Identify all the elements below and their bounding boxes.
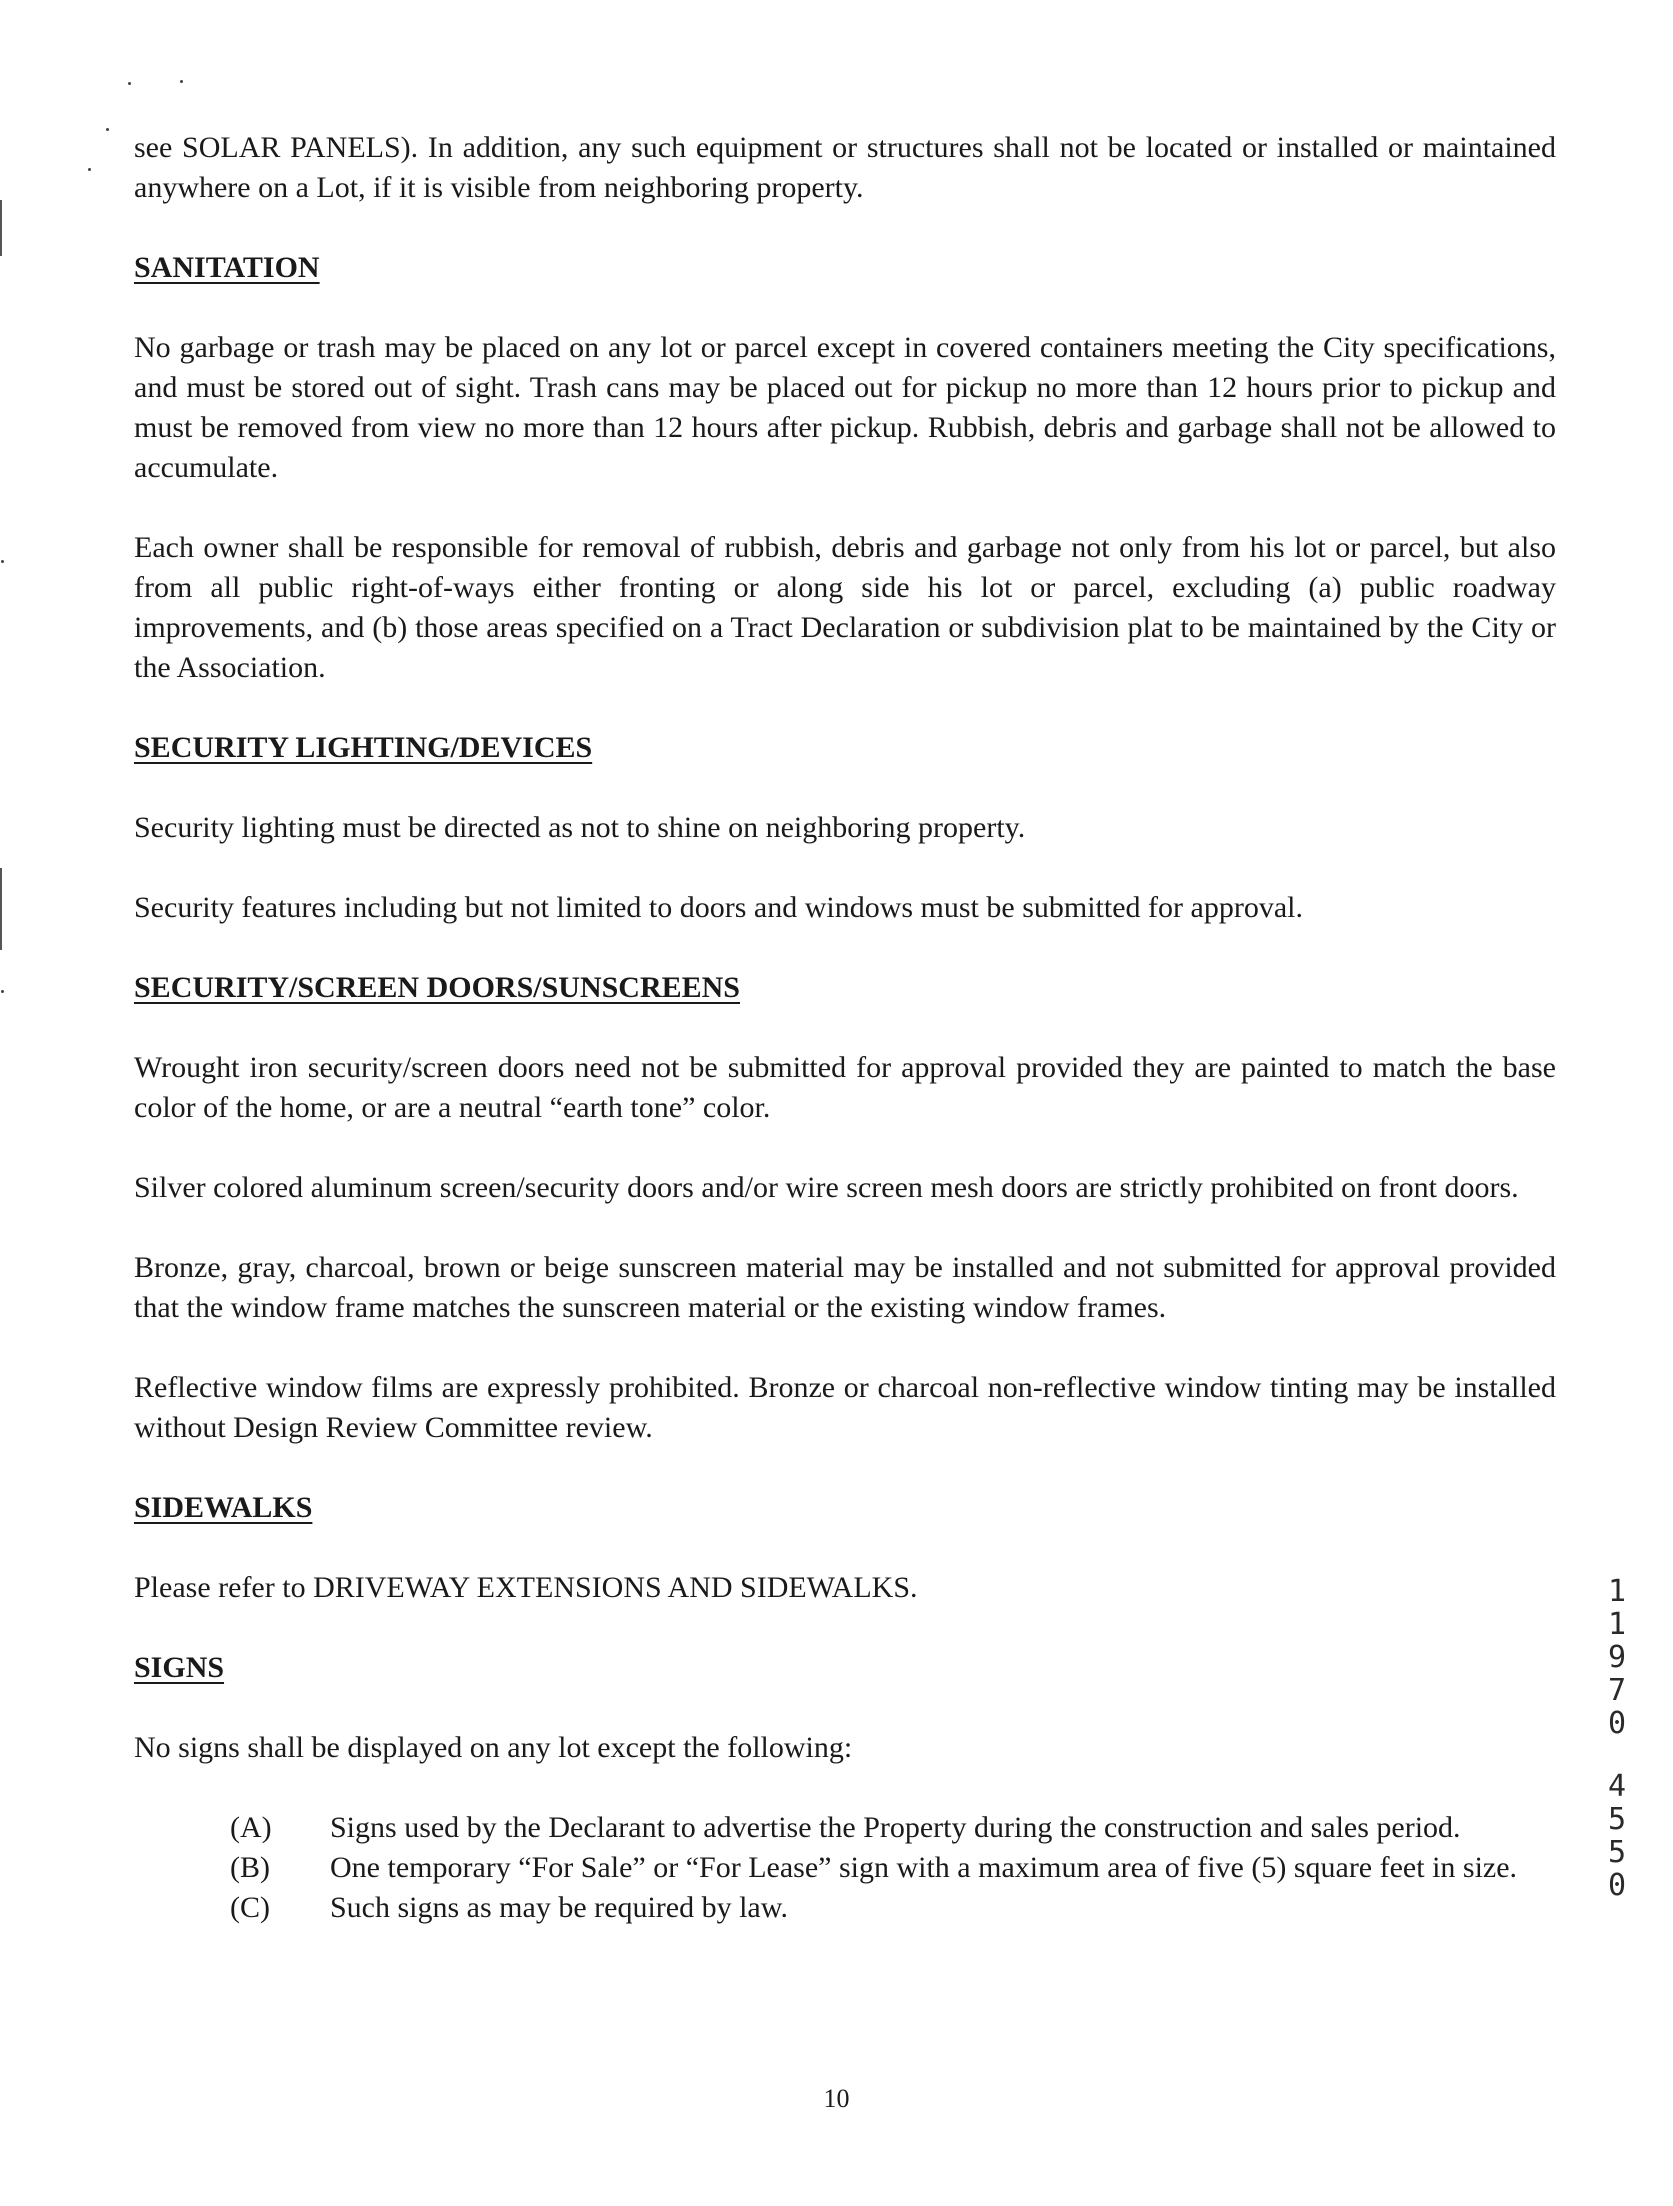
scan-speck: [180, 80, 183, 83]
stamp-digit: 4: [1607, 1769, 1627, 1804]
intro-paragraph: see SOLAR PANELS). In addition, any such equipment or structures shall not be located or installed or maintained anywhere on a Lot, if it is visible from neighboring property.: [134, 131, 1556, 204]
list-item-text: One temporary “For Sale” or “For Lease” sign with a maximum area of five (5) square feet in size.: [330, 1851, 1518, 1884]
security-lighting-paragraph-1: Security lighting must be directed as not to shine on neighboring property.: [134, 811, 1026, 844]
scan-speck: [106, 128, 109, 131]
scan-speck: [128, 82, 131, 85]
stamp-digit: 0: [1607, 1868, 1627, 1903]
scan-speck: [1, 990, 4, 993]
stamp-digit: 9: [1607, 1640, 1627, 1675]
signs-paragraph-1: No signs shall be displayed on any lot except the following:: [134, 1731, 853, 1764]
stamp-digit: 7: [1607, 1673, 1627, 1708]
security-doors-paragraph-1: Wrought iron security/screen doors need not be submitted for approval provided they are painted to match the base color of the home, or are a neutral “earth tone” color.: [134, 1051, 1556, 1124]
security-doors-paragraph-3: Bronze, gray, charcoal, brown or beige sunscreen material may be installed and not submitted for approval provided that the window frame matches the sunscreen material or the existing window frames.: [134, 1251, 1556, 1324]
security-doors-paragraph-2: Silver colored aluminum screen/security doors and/or wire screen mesh doors are strictly prohibited on front doors.: [134, 1171, 1519, 1204]
heading-signs: SIGNS: [134, 1651, 225, 1684]
stamp-digit: 1: [1607, 1574, 1627, 1609]
document-body: [134, 128, 1556, 1928]
list-item-label: (A): [230, 1811, 272, 1844]
list-item-label: (B): [230, 1851, 270, 1884]
page-number: 10: [823, 2084, 850, 2113]
list-item-text: Signs used by the Declarant to advertise the Property during the construction and sales period.: [330, 1811, 1461, 1844]
heading-security-lighting: SECURITY LIGHTING/DEVICES: [134, 731, 593, 764]
stamp-digit: 5: [1607, 1802, 1627, 1837]
scan-speck: [88, 168, 91, 171]
list-item-text: Such signs as may be required by law.: [330, 1891, 788, 1924]
stamp-digit: 5: [1607, 1835, 1627, 1870]
scan-margin-line: [0, 200, 2, 256]
scan-speck: [1, 560, 4, 563]
sanitation-paragraph-2: Each owner shall be responsible for removal of rubbish, debris and garbage not only from his lot or parcel, but also from all public right-of-ways either fronting or along side his lot or parcel, excluding (a) public roadway improvements, and (b) those areas specified on a Tract Declaration or subdivision plat to be maintained by the City or the Association.: [134, 531, 1556, 684]
list-item: [134, 1848, 1556, 1888]
stamp-digit: 0: [1607, 1706, 1627, 1741]
scan-margin-line: [0, 868, 2, 950]
heading-security-doors: SECURITY/SCREEN DOORS/SUNSCREENS: [134, 971, 740, 1004]
stamp-digit: 1: [1607, 1607, 1627, 1642]
signs-list: [134, 1808, 1556, 1928]
list-item-label: (C): [230, 1891, 270, 1924]
list-item: [134, 1888, 1556, 1928]
security-lighting-paragraph-2: Security features including but not limited to doors and windows must be submitted for approval.: [134, 891, 1303, 924]
sanitation-paragraph-1: No garbage or trash may be placed on any lot or parcel except in covered containers meeting the City specifications, and must be stored out of sight. Trash cans may be placed out for pickup no more than 12 hours prior to pickup and must be removed from view no more than 12 hours after pickup. Rubbish, debris and garbage shall not be allowed to accumulate.: [134, 331, 1556, 484]
heading-sidewalks: SIDEWALKS: [134, 1491, 313, 1524]
recording-stamp-number: [1602, 1575, 1632, 1902]
heading-sanitation: SANITATION: [134, 251, 320, 284]
security-doors-paragraph-4: Reflective window films are expressly prohibited. Bronze or charcoal non-reflective window tinting may be installed without Design Review Committee review.: [134, 1371, 1556, 1444]
list-item: [134, 1808, 1556, 1848]
sidewalks-paragraph-1: Please refer to DRIVEWAY EXTENSIONS AND SIDEWALKS.: [134, 1571, 918, 1604]
